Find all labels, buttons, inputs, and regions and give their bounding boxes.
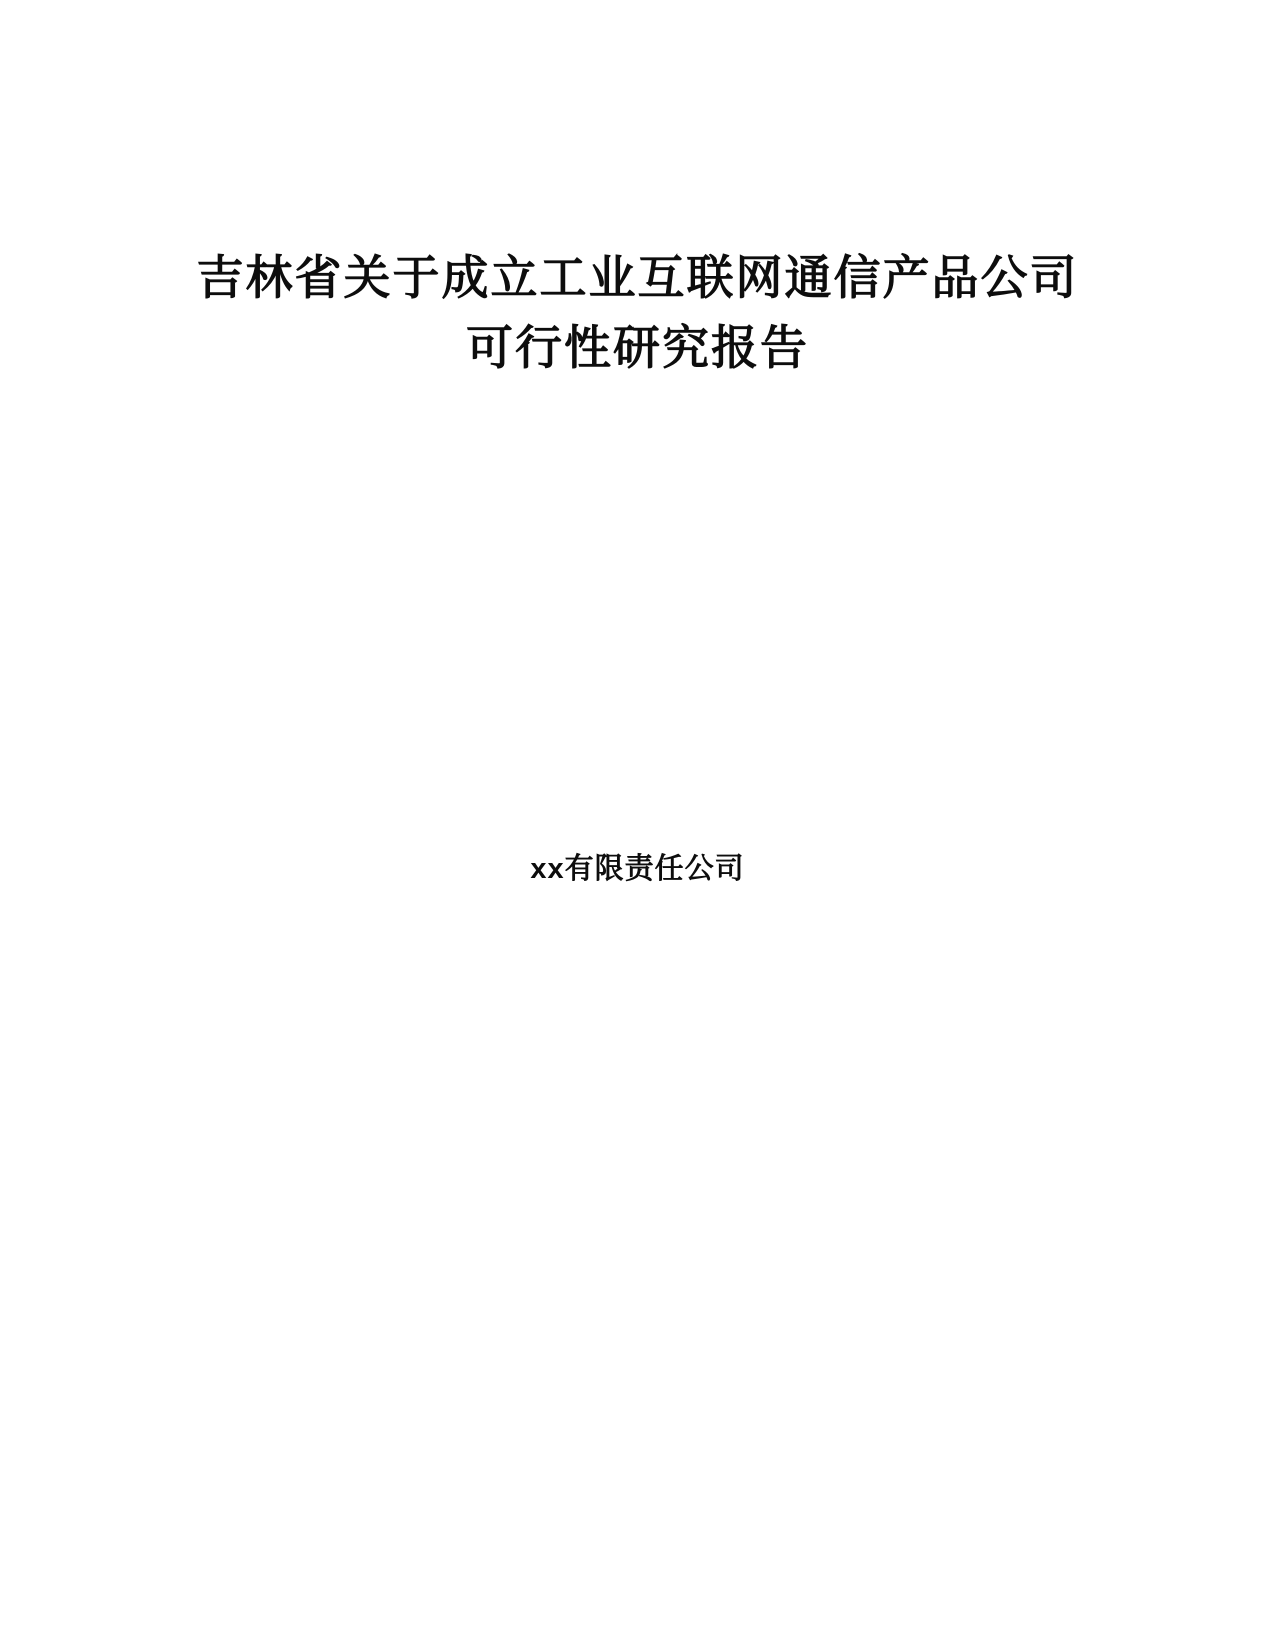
- document-title: [0, 243, 1275, 383]
- company-name: xx有限责任公司: [530, 853, 745, 885]
- document-title-line-1: 吉林省关于成立工业互联网通信产品公司: [196, 251, 1079, 304]
- document-title-line-2: 可行性研究报告: [466, 321, 809, 374]
